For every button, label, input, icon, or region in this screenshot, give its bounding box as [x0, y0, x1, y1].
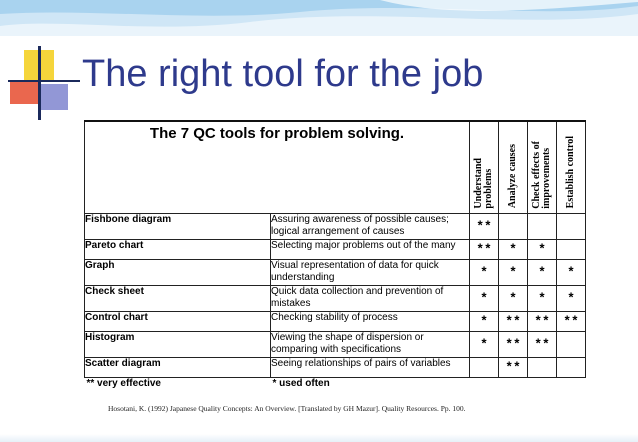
mark-cell: ** — [557, 311, 586, 331]
bottom-shadow — [0, 434, 638, 442]
column-header-establish-control — [557, 121, 586, 213]
mark-cell: * — [499, 285, 528, 311]
mark-cell — [499, 213, 528, 239]
mark-cell: * — [528, 285, 557, 311]
logo-blue-square — [40, 84, 68, 110]
logo-horizontal-line — [8, 80, 80, 82]
mark-cell — [528, 213, 557, 239]
table-header-row — [85, 121, 586, 213]
column-label: Understand problems — [473, 157, 494, 209]
column-header-understand — [470, 121, 499, 213]
tool-description: Selecting major problems out of the many — [271, 239, 470, 259]
mark-cell: * — [557, 259, 586, 285]
column-label: Establish control — [565, 136, 576, 209]
top-wave-band — [0, 0, 638, 36]
slide-logo — [8, 46, 78, 120]
mark-cell: * — [470, 285, 499, 311]
table-title: The 7 QC tools for problem solving. — [149, 125, 405, 142]
mark-cell — [557, 331, 586, 357]
mark-cell — [528, 357, 557, 377]
legend-row — [85, 377, 586, 403]
table-row — [85, 285, 586, 311]
tool-name: Pareto chart — [85, 239, 271, 259]
table-title-cell — [85, 121, 470, 213]
mark-cell: * — [470, 259, 499, 285]
table-row — [85, 213, 586, 239]
column-label: Analyze causes — [507, 144, 518, 209]
tool-name: Graph — [85, 259, 271, 285]
mark-cell: * — [528, 239, 557, 259]
tool-name: Fishbone diagram — [85, 213, 271, 239]
mark-cell: ** — [499, 311, 528, 331]
logo-red-square — [10, 80, 40, 104]
mark-cell: * — [499, 239, 528, 259]
tool-description: Checking stability of process — [271, 311, 470, 331]
tool-description: Quick data collection and prevention of mistakes — [271, 285, 470, 311]
mark-cell — [557, 357, 586, 377]
citation: Hosotani, K. (1992) Japanese Quality Concepts: An Overview. [Translated by GH Mazur]. Quality Resources. Pp. 100. — [108, 404, 466, 413]
mark-cell: ** — [528, 331, 557, 357]
logo-vertical-line — [38, 46, 41, 120]
tool-description: Assuring awareness of possible causes; logical arrangement of causes — [271, 213, 470, 239]
table-row — [85, 357, 586, 377]
mark-cell: ** — [499, 331, 528, 357]
slide-title: The right tool for the job — [82, 53, 484, 95]
table-row — [85, 331, 586, 357]
tool-description: Seeing relationships of pairs of variables — [271, 357, 470, 377]
mark-cell — [470, 357, 499, 377]
column-label: Check effects of improvements — [531, 140, 552, 209]
mark-cell: ** — [499, 357, 528, 377]
mark-cell — [557, 213, 586, 239]
mark-cell: * — [499, 259, 528, 285]
mark-cell: ** — [528, 311, 557, 331]
mark-cell: * — [470, 331, 499, 357]
mark-cell: ** — [470, 239, 499, 259]
column-header-analyze — [499, 121, 528, 213]
table-row — [85, 259, 586, 285]
column-header-check-effects — [528, 121, 557, 213]
table-row — [85, 239, 586, 259]
qc-tools-table — [84, 120, 586, 403]
tool-name: Control chart — [85, 311, 271, 331]
mark-cell: * — [557, 285, 586, 311]
legend-used-often: * used often — [271, 377, 586, 403]
tool-name: Scatter diagram — [85, 357, 271, 377]
tool-description: Visual representation of data for quick understanding — [271, 259, 470, 285]
mark-cell: * — [528, 259, 557, 285]
tool-name: Check sheet — [85, 285, 271, 311]
mark-cell — [557, 239, 586, 259]
table-row — [85, 311, 586, 331]
tool-description: Viewing the shape of dispersion or comparing with specifications — [271, 331, 470, 357]
legend-very-effective: ** very effective — [85, 377, 271, 403]
mark-cell: ** — [470, 213, 499, 239]
tool-name: Histogram — [85, 331, 271, 357]
mark-cell: * — [470, 311, 499, 331]
